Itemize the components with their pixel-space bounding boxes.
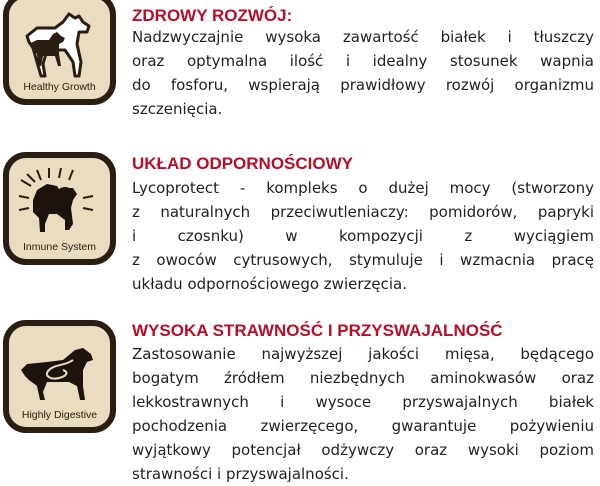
description-line: szczenięcia. — [132, 100, 223, 118]
description-line: strawności i przyswajalności. — [132, 465, 349, 483]
description-line: oraz optymalna ilość i idealny stosunek wapnia — [132, 52, 594, 70]
description-line: Lycoprotect - kompleks o dużej mocy (stworzony — [132, 179, 594, 197]
highly-digestive-badge — [3, 320, 116, 433]
feature-heading: WYSOKA STRAWNOŚĆ I PRZYSWAJALNOŚĆ — [132, 321, 503, 340]
description-line: lekkostrawnych i wysoce przyswajalnych białek — [132, 393, 594, 411]
description-line: Zastosowanie najwyższej jakości mięsa, będącego — [132, 345, 594, 363]
immune-system-label: Inmune System — [23, 241, 96, 253]
healthy-growth-label: Healthy Growth — [23, 81, 96, 93]
description-line: układu odpornościowego zwierzęcia. — [132, 275, 407, 293]
description-line: z naturalnych przeciwutleniaczy: pomidorów, papryki — [132, 203, 594, 221]
feature-heading: UKŁAD ODPORNOŚCIOWY — [132, 154, 353, 173]
healthy-growth-badge — [3, 0, 116, 105]
description-line: z owoców cytrusowych, stymuluje i wzmacnia pracę — [132, 251, 594, 269]
feature-description — [132, 25, 594, 121]
immune-system-badge — [3, 152, 116, 265]
description-line: bogatym źródłem niezbędnych aminokwasów oraz — [132, 369, 594, 387]
highly-digestive-label: Highly Digestive — [21, 409, 98, 421]
description-line: Nadzwyczajnie wysoka zawartość białek i tłuszczy — [132, 28, 594, 46]
feature-description — [132, 342, 594, 486]
description-line: i czosnku) w kompozycji z wyciągiem — [132, 227, 594, 245]
feature-description — [132, 176, 594, 296]
feature-heading: ZDROWY ROZWÓJ: — [132, 6, 293, 25]
description-line: pochodzenia zwierzęcego, gwarantuje pożywieniu — [132, 417, 594, 435]
description-line: do fosforu, wspierają prawidłowy rozwój organizmu — [132, 76, 594, 94]
description-line: wyjątkowy potencjał odżywczy oraz wysoki poziom — [132, 441, 594, 459]
